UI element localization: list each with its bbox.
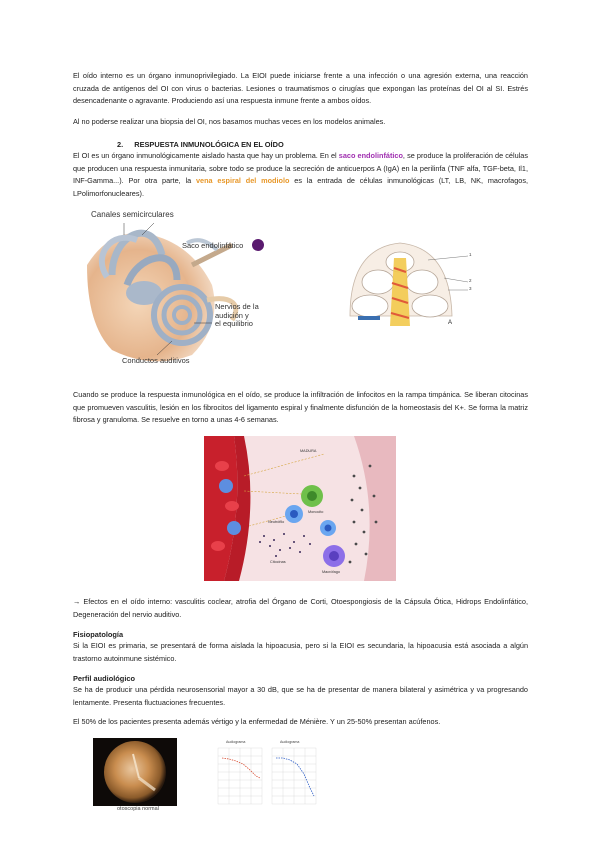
vessel-label-top: MADURA — [300, 449, 317, 453]
heading-perfil-audiologico: Perfil audiológico — [73, 674, 136, 683]
cochlea-num-2: 2 — [469, 278, 472, 283]
saco-marker-icon — [252, 239, 264, 251]
label-conductos: Conductos auditivos — [122, 356, 190, 365]
label-canales: Canales semicirculares — [91, 210, 174, 219]
paragraph-effects: → Efectos en el oído interno: vasculitis coclear, atrofia del Órgano de Corti, Otoespongiosis de la Cápsula Ótica, Hidrops Endolinfático, Degeneración del nervio auditivo. — [73, 597, 528, 619]
cochlea-num-1: 1 — [469, 252, 472, 257]
immune-infiltration-figure — [204, 436, 396, 581]
paragraph-fisiopatologia: Si la EIOI es primaria, se presentará de forma aislada la hipoacusia, pero si la EIOI es secundaria, la hipoacusia está asociada a algún trastorno autoinmune sistémico. — [73, 641, 528, 663]
inner-ear-illustration — [82, 205, 282, 370]
cochlea-marker-a: A — [448, 320, 453, 326]
immune-infiltration-illustration — [204, 436, 396, 581]
cochlea-section-drawing — [340, 238, 480, 330]
immune-text-3: es la entrada de células inmunológicas (LT, LB, NK, macrofagos, LPolimorfonucleares). — [73, 176, 529, 198]
otoscopy-figure — [93, 738, 177, 812]
paragraph-immune — [73, 150, 528, 200]
immune-text-1: El OI es un órgano inmunológicamente aislado hasta que hay un problema. En el — [73, 151, 339, 160]
otoscopy-image — [93, 738, 177, 806]
section-number: 2. — [117, 140, 124, 149]
label-nervios-line1: Nervios de la — [215, 302, 259, 311]
label-nervios-line3: el equilibrio — [215, 319, 253, 328]
audiogram-right-title: Audiograma — [280, 740, 300, 744]
vessel-label-3: Citocinas — [270, 560, 286, 564]
paragraph-intro-1: El oído interno es un órgano inmunoprivilegiado. La EIOI puede iniciarse frente a una infección o una agresión externa, una reacción cruzada de antígenos del OI con virus o bacterias. Lesiones o traumatismos o cirugías que expongan las proteínas del OI al SI. Estrés desencadenante o agravante. Produciendo así una respuesta inmune frente a ambos oídos. — [73, 71, 528, 106]
vessel-label-1: Monocito — [308, 510, 324, 514]
vessel-label-4: Macrófago — [322, 570, 340, 574]
section-heading — [117, 140, 284, 150]
audiogram-charts — [214, 740, 320, 808]
cochlea-section-figure — [340, 238, 480, 330]
heading-fisiopatologia: Fisiopatología — [73, 630, 124, 639]
audiogram-left-title: Audiograma — [226, 740, 246, 744]
audiogram-figure — [214, 740, 320, 808]
highlight-saco-endolinfatico: saco endolinfático — [338, 151, 403, 160]
paragraph-response: Cuando se produce la respuesta inmunológica en el oído, se produce la infiltración de linfocitos en la rampa timpánica. Se liberan citocinas que promueven vasculitis, lesión en los fibrocitos del ligamento espiral y finalmente disfunción de la homeostasis del K+. Se forma la matriz fibrosa y granuloma. Se resuelve en torno a unas 4-6 semanas. — [73, 390, 528, 425]
label-nervios — [215, 303, 259, 329]
otoscopy-caption: otoscopia normal — [117, 806, 159, 812]
cochlea-num-3: 3 — [469, 286, 472, 291]
section-title: RESPUESTA INMUNOLÓGICA EN EL OÍDO — [134, 140, 284, 149]
inner-ear-figure — [82, 205, 282, 370]
paragraph-perfil-audiologico: Se ha de producir una pérdida neurosensorial mayor a 30 dB, que se ha de presentar de manera bilateral y asimétrica y va progresando lentamente. Presenta fluctuaciones frecuentes. — [73, 685, 528, 707]
immune-text-2: , se produce la proliferación de células que producen una respuesta inmunitaria, sobre todo se produce la secreción de anticuerpos A (IgA) en la perilinfa (TNF alfa, TGF-beta, Il1, INF-Gamma...). Por otra parte, la — [73, 151, 528, 186]
paragraph-stats: El 50% de los pacientes presenta además vértigo y la enfermedad de Ménière. Y un 25-50% presentan acúfenos. — [73, 717, 441, 726]
label-saco: Saco endolinfático — [182, 241, 244, 250]
highlight-vena-espiral: vena espiral del modiolo — [195, 176, 290, 186]
label-nervios-line2: audición y — [215, 310, 249, 320]
paragraph-intro-2: Al no poderse realizar una biopsia del OI, nos basamos muchas veces en los modelos animales. — [73, 117, 386, 126]
vessel-label-2: Neutrófilo — [268, 520, 285, 524]
